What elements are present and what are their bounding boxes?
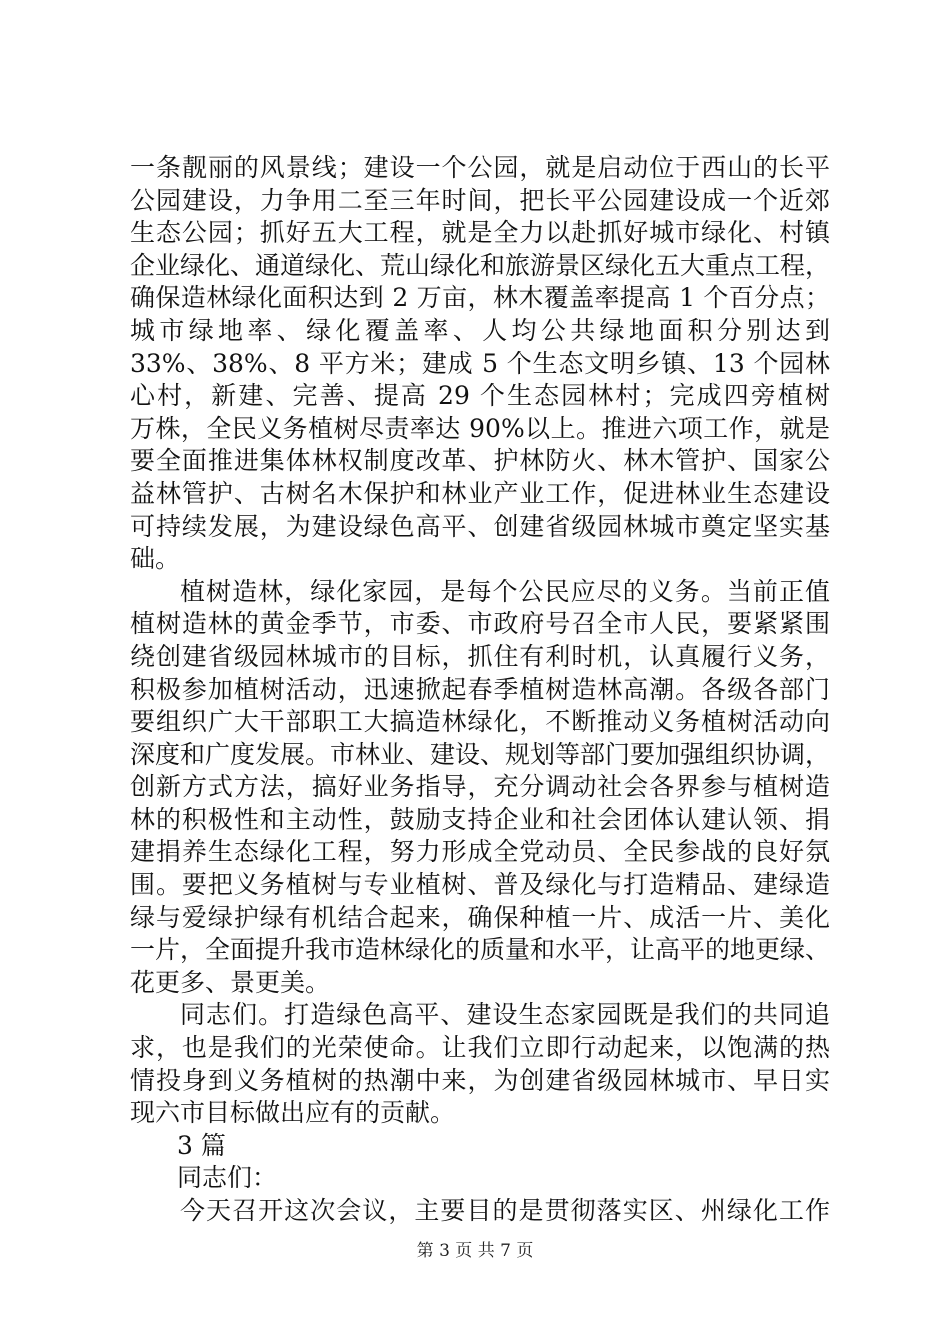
text-line: 要全面推进集体林权制度改革、护林防火、林木管护、国家公 [130,446,830,476]
document-body [130,152,830,1228]
text-line: 建捐养生态绿化工程，努力形成全党动员、全民参战的良好氛 [130,837,830,867]
text-line: 一片，全面提升我市造林绿化的质量和水平，让高平的地更绿、 [130,935,830,965]
text-line: 确保造林绿化面积达到 2 万亩，林木覆盖率提高 1 个百分点； [130,283,830,313]
text-line: 花更多、景更美。 [130,967,331,997]
text-line: 万株，全民义务植树尽责率达 90%以上。推进六项工作，就是 [130,413,830,443]
text-line: 求，也是我们的光荣使命。让我们立即行动起来，以饱满的热 [130,1033,830,1063]
text-line: 深度和广度发展。市林业、建设、规划等部门要加强组织协调， [130,739,830,769]
paragraph-start-line: 今天召开这次会议，主要目的是贯彻落实区、州绿化工作 [180,1196,830,1225]
section-heading: 3 篇 [177,1130,226,1160]
text-line: 情投身到义务植树的热潮中来，为创建省级园林城市、早日实 [130,1065,830,1095]
text-line: 绕创建省级园林城市的目标，抓住有利时机，认真履行义务， [130,641,830,671]
text-line: 围。要把义务植树与专业植树、普及绿化与打造精品、建绿造 [130,870,830,900]
text-line: 现六市目标做出应有的贡献。 [130,1098,456,1128]
text-line: 公园建设，力争用二至三年时间，把长平公园建设成一个近郊 [130,185,830,215]
text-line: 33%、38%、8 平方米；建成 5 个生态文明乡镇、13 个园林 [130,348,830,378]
text-line: 生态公园；抓好五大工程，就是全力以赴抓好城市绿化、村镇 [130,218,830,248]
text-line: 益林管护、古树名木保护和林业产业工作，促进林业生态建设 [130,478,830,508]
text-line: 础。 [130,544,181,574]
text-line: 可持续发展，为建设绿色高平、创建省级园林城市奠定坚实基 [130,511,830,541]
text-line: 一条靓丽的风景线；建设一个公园，就是启动位于西山的长平 [130,153,830,182]
text-line: 植树造林的黄金季节，市委、市政府号召全市人民，要紧紧围 [130,609,830,639]
text-line: 心村，新建、完善、提高 29 个生态园林村；完成四旁植树 [130,381,830,411]
text-line: 创新方式方法，搞好业务指导，充分调动社会各界参与植树造 [130,772,830,802]
text-line: 企业绿化、通道绿化、荒山绿化和旅游景区绿化五大重点工程， [130,250,830,280]
paragraph-start-line: 植树造林，绿化家园，是每个公民应尽的义务。当前正值 [180,576,830,606]
salutation-line: 同志们： [177,1163,278,1193]
text-line: 要组织广大干部职工大搞造林绿化，不断推动义务植树活动向 [130,707,830,737]
paragraph-start-line: 同志们。打造绿色高平、建设生态家园既是我们的共同追 [180,1000,830,1030]
page-footer: 第 3 页 共 7 页 [416,1241,534,1261]
text-line: 绿与爱绿护绿有机结合起来，确保种植一片、成活一片、美化 [130,902,830,932]
text-line: 积极参加植树活动，迅速掀起春季植树造林高潮。各级各部门 [130,674,830,704]
text-line: 林的积极性和主动性，鼓励支持企业和社会团体认建认领、捐 [130,804,830,834]
text-line: 城市绿地率、绿化覆盖率、人均公共绿地面积分别达到 [130,315,830,345]
